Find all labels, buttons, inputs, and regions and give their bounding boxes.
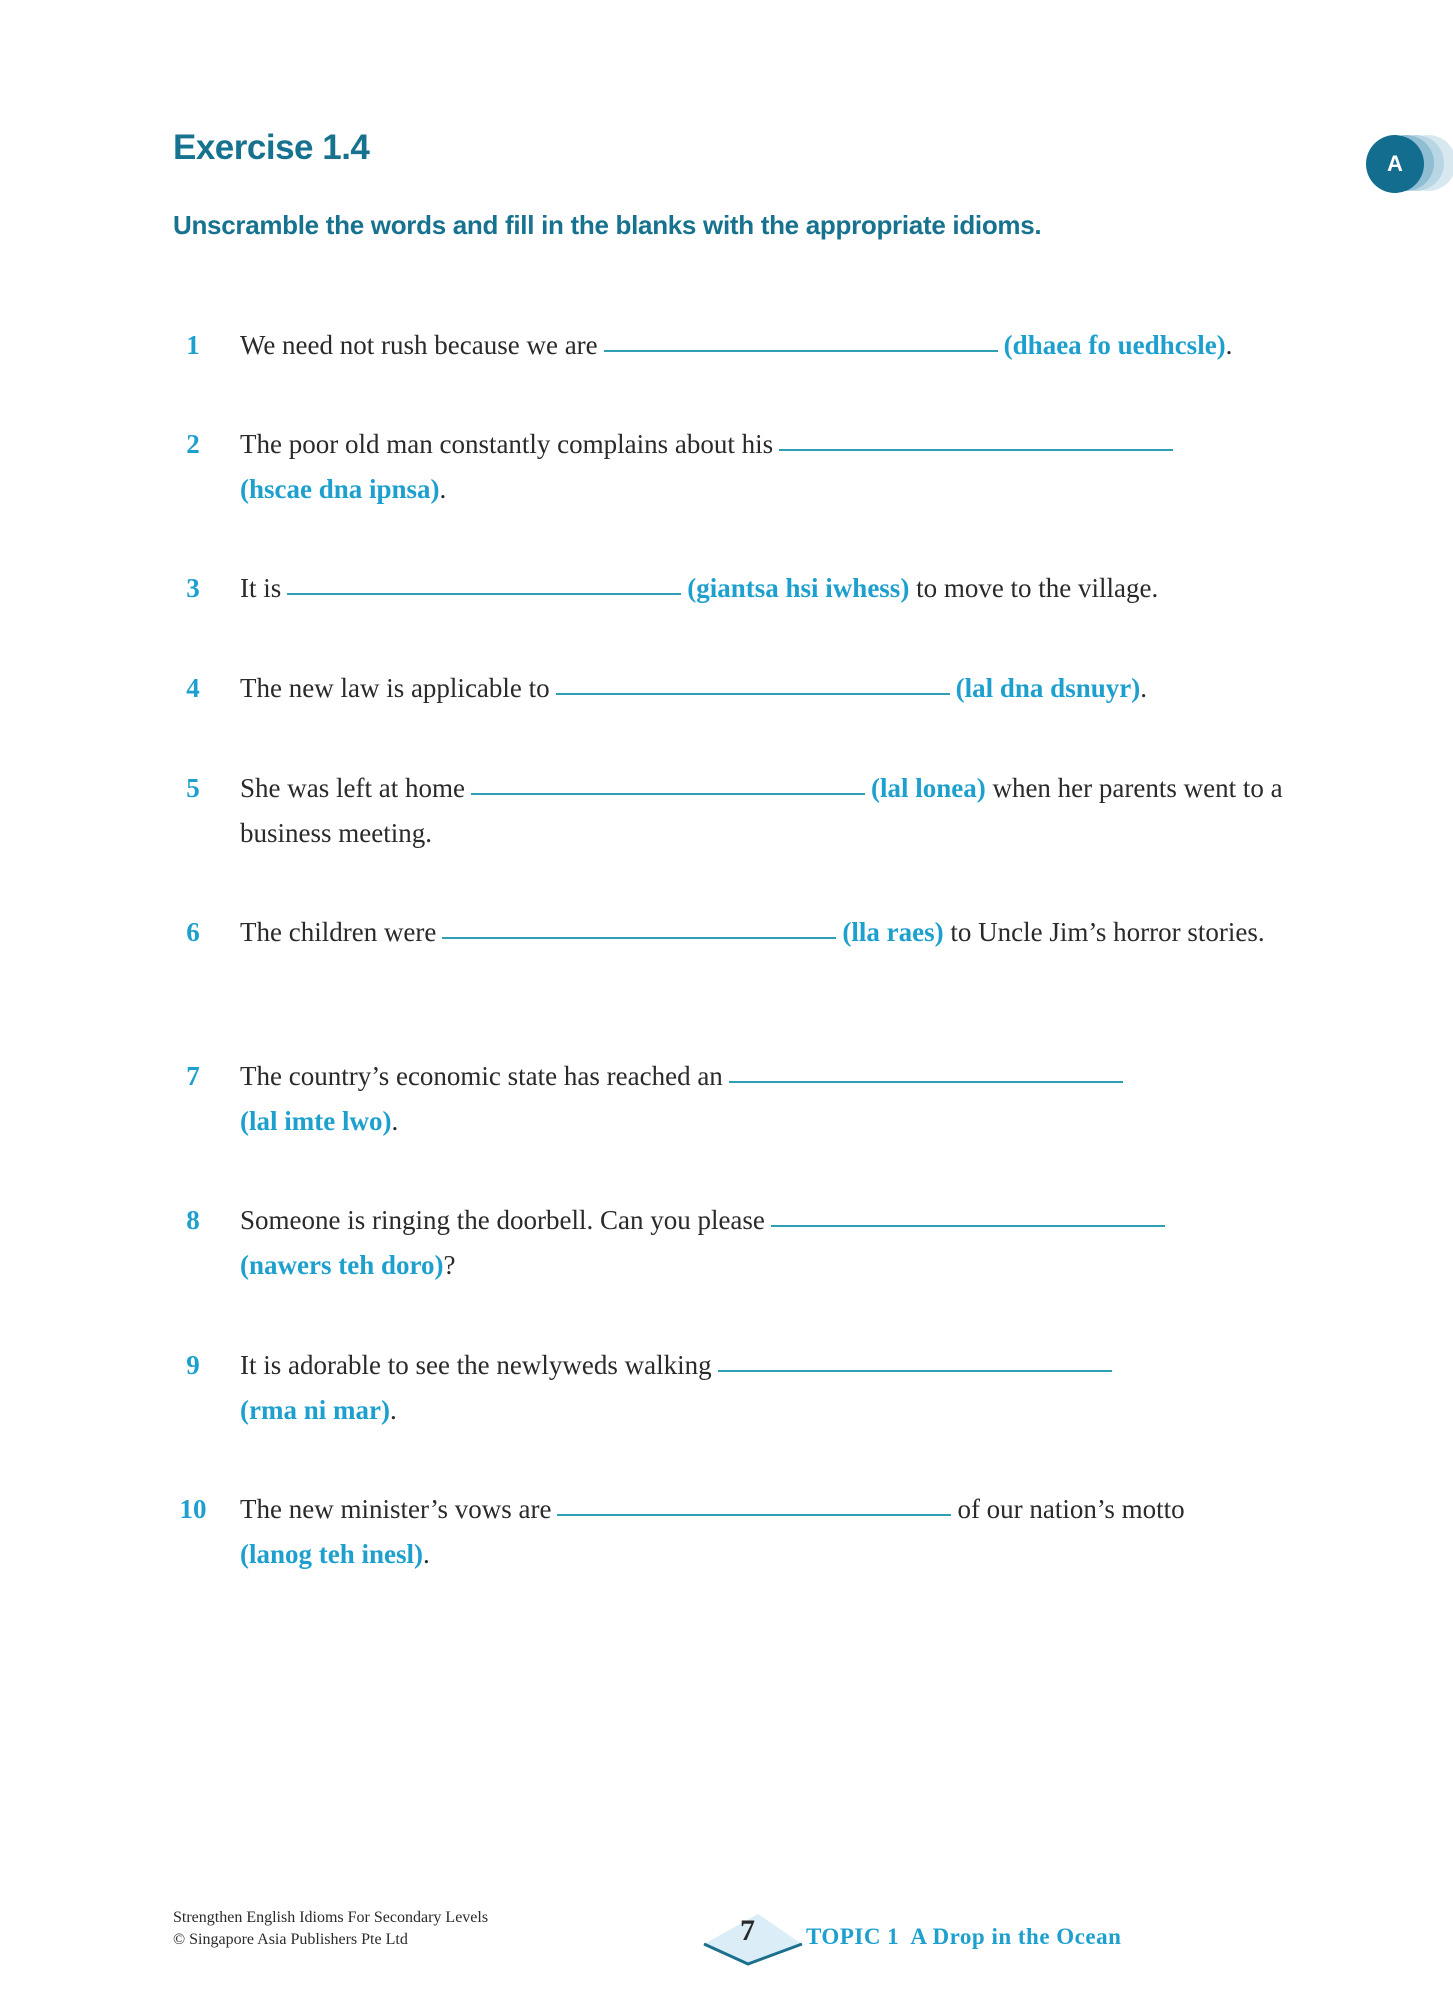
item-number: 8: [186, 1205, 200, 1235]
sentence-end: .: [439, 474, 447, 504]
scrambled-hint: (lal dna dsnuyr): [955, 673, 1141, 703]
item-number: 6: [186, 917, 200, 947]
answer-blank[interactable]: [556, 693, 950, 695]
copyright: © Singapore Asia Publishers Pte Ltd: [173, 1931, 408, 1948]
answer-blank[interactable]: [729, 1081, 1123, 1083]
sentence-end: to Uncle Jim’s horror stories.: [943, 917, 1265, 947]
sentence-middle: of our nation’s motto: [957, 1494, 1185, 1524]
sentence-end: .: [389, 1395, 397, 1425]
scrambled-hint: (lla raes): [842, 917, 944, 947]
exercise-item: [173, 1198, 1313, 1288]
item-sentence: [240, 1487, 1313, 1577]
exercise-item: [173, 323, 1313, 368]
sentence-end: when her parents went to a business meeting.: [240, 773, 1283, 848]
sentence-text: We need not rush because we are: [240, 330, 598, 360]
item-number: 1: [186, 330, 200, 360]
scrambled-hint: (lal lonea): [870, 773, 986, 803]
answer-blank[interactable]: [604, 350, 998, 352]
page-number: 7: [740, 1914, 755, 1947]
exercise-item: [173, 1343, 1313, 1433]
section-letter: A: [1366, 135, 1424, 193]
item-number: 10: [179, 1494, 207, 1524]
scrambled-hint: (lanog teh inesl): [240, 1539, 424, 1569]
sentence-text: It is: [240, 573, 282, 603]
item-sentence: [240, 1343, 1313, 1433]
item-number: 2: [186, 429, 200, 459]
exercise-item: [173, 910, 1313, 955]
item-sentence: [240, 766, 1313, 856]
book-title: Strengthen English Idioms For Secondary Levels: [173, 1909, 489, 1926]
sentence-end: to move to the village.: [909, 573, 1159, 603]
exercise-item: [173, 766, 1313, 856]
answer-blank[interactable]: [442, 937, 836, 939]
sentence-text: The country’s economic state has reached an: [240, 1061, 723, 1091]
item-number: 5: [186, 773, 200, 803]
item-sentence: [240, 1198, 1313, 1288]
sentence-end: .: [391, 1106, 399, 1136]
page-number-badge: [698, 1906, 808, 1966]
footer-credits: [173, 1907, 488, 1951]
scrambled-hint: (giantsa hsi iwhess): [687, 573, 910, 603]
answer-blank[interactable]: [771, 1225, 1165, 1227]
sentence-text: The children were: [240, 917, 437, 947]
item-number: 9: [186, 1350, 200, 1380]
item-sentence: [240, 666, 1313, 711]
sentence-text: She was left at home: [240, 773, 465, 803]
scrambled-hint: (nawers teh doro): [240, 1250, 444, 1280]
sentence-text: Someone is ringing the doorbell. Can you please: [240, 1205, 765, 1235]
answer-blank[interactable]: [471, 793, 865, 795]
sentence-text: The poor old man constantly complains about his: [240, 429, 774, 459]
scrambled-hint: (hscae dna ipnsa): [240, 474, 440, 504]
exercise-item: [173, 666, 1313, 711]
sentence-end: .: [1225, 330, 1233, 360]
item-sentence: [240, 422, 1313, 512]
item-sentence: [240, 323, 1313, 368]
item-number: 7: [186, 1061, 200, 1091]
sentence-text: The new law is applicable to: [240, 673, 550, 703]
scrambled-hint: (dhaea fo uedhcsle): [1003, 330, 1226, 360]
item-sentence: [240, 566, 1313, 611]
exercise-item: [173, 1487, 1313, 1577]
topic-title: TOPIC 1 A Drop in the Ocean: [806, 1924, 1122, 1949]
exercise-item: [173, 566, 1313, 611]
answer-blank[interactable]: [779, 449, 1173, 451]
sentence-end: .: [423, 1539, 430, 1569]
scrambled-hint: (rma ni mar): [240, 1395, 390, 1425]
answer-blank[interactable]: [287, 593, 681, 595]
scrambled-hint: (lal imte lwo): [240, 1106, 392, 1136]
answer-blank[interactable]: [718, 1370, 1112, 1372]
item-sentence: [240, 910, 1320, 955]
exercise-instruction: Unscramble the words and fill in the blanks with the appropriate idioms.: [173, 210, 1042, 240]
section-tab-badge: [1366, 133, 1453, 193]
sentence-text: The new minister’s vows are: [240, 1494, 552, 1524]
exercise-title: Exercise 1.4: [173, 128, 370, 167]
item-sentence: [240, 1054, 1313, 1144]
sentence-end: .: [1140, 673, 1147, 703]
answer-blank[interactable]: [557, 1514, 951, 1516]
sentence-text: It is adorable to see the newlyweds walking: [240, 1350, 712, 1380]
exercise-item: [173, 422, 1313, 512]
item-number: 4: [186, 673, 200, 703]
sentence-end: ?: [443, 1250, 456, 1280]
item-number: 3: [186, 573, 200, 603]
exercise-item: [173, 1054, 1313, 1144]
